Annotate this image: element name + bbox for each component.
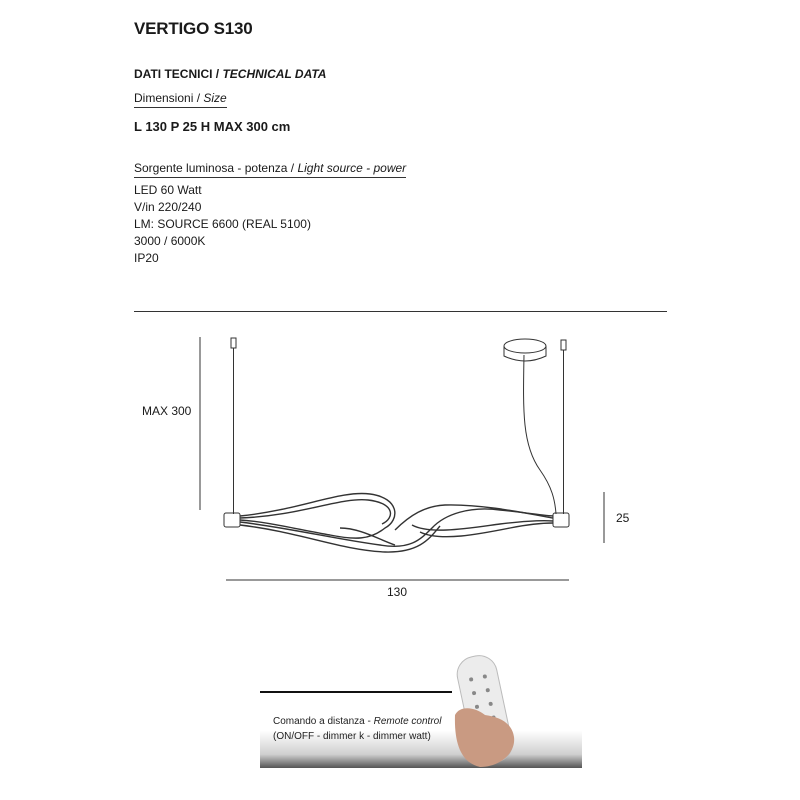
spec-item: LED 60 Watt <box>134 183 202 197</box>
depth-label: 25 <box>616 511 630 525</box>
spec-item: IP20 <box>134 251 159 265</box>
left-end-cap <box>224 513 240 527</box>
remote-divider <box>260 691 452 693</box>
right-end-cap <box>553 513 569 527</box>
led-ribbons <box>240 493 553 552</box>
light-label-en: Light source - power <box>297 161 407 175</box>
remote-functions: (ON/OFF - dimmer k - dimmer watt) <box>273 731 431 742</box>
heading-en: TECHNICAL DATA <box>222 67 327 81</box>
power-cable <box>524 355 556 514</box>
spec-item: LM: SOURCE 6600 (REAL 5100) <box>134 217 311 231</box>
width-label: 130 <box>387 585 408 599</box>
size-label-it: Dimensioni / <box>134 91 204 105</box>
remote-control-text <box>273 714 441 744</box>
left-ceiling-anchor <box>231 338 236 348</box>
remote-control-image <box>450 645 540 770</box>
light-label-it: Sorgente luminosa - potenza / <box>134 161 298 175</box>
ceiling-canopy <box>504 339 546 361</box>
heading-it: DATI TECNICI / <box>134 67 223 81</box>
remote-label: Comando a distanza - Remote control <box>273 716 442 727</box>
spec-item: V/in 220/240 <box>134 200 202 214</box>
height-label: MAX 300 <box>142 404 192 418</box>
spec-item: 3000 / 6000K <box>134 234 206 248</box>
dimensions-value: L 130 P 25 H MAX 300 cm <box>134 119 291 134</box>
product-title: VERTIGO S130 <box>134 19 253 38</box>
right-ceiling-anchor <box>561 340 566 350</box>
size-label-en: Size <box>203 91 227 105</box>
